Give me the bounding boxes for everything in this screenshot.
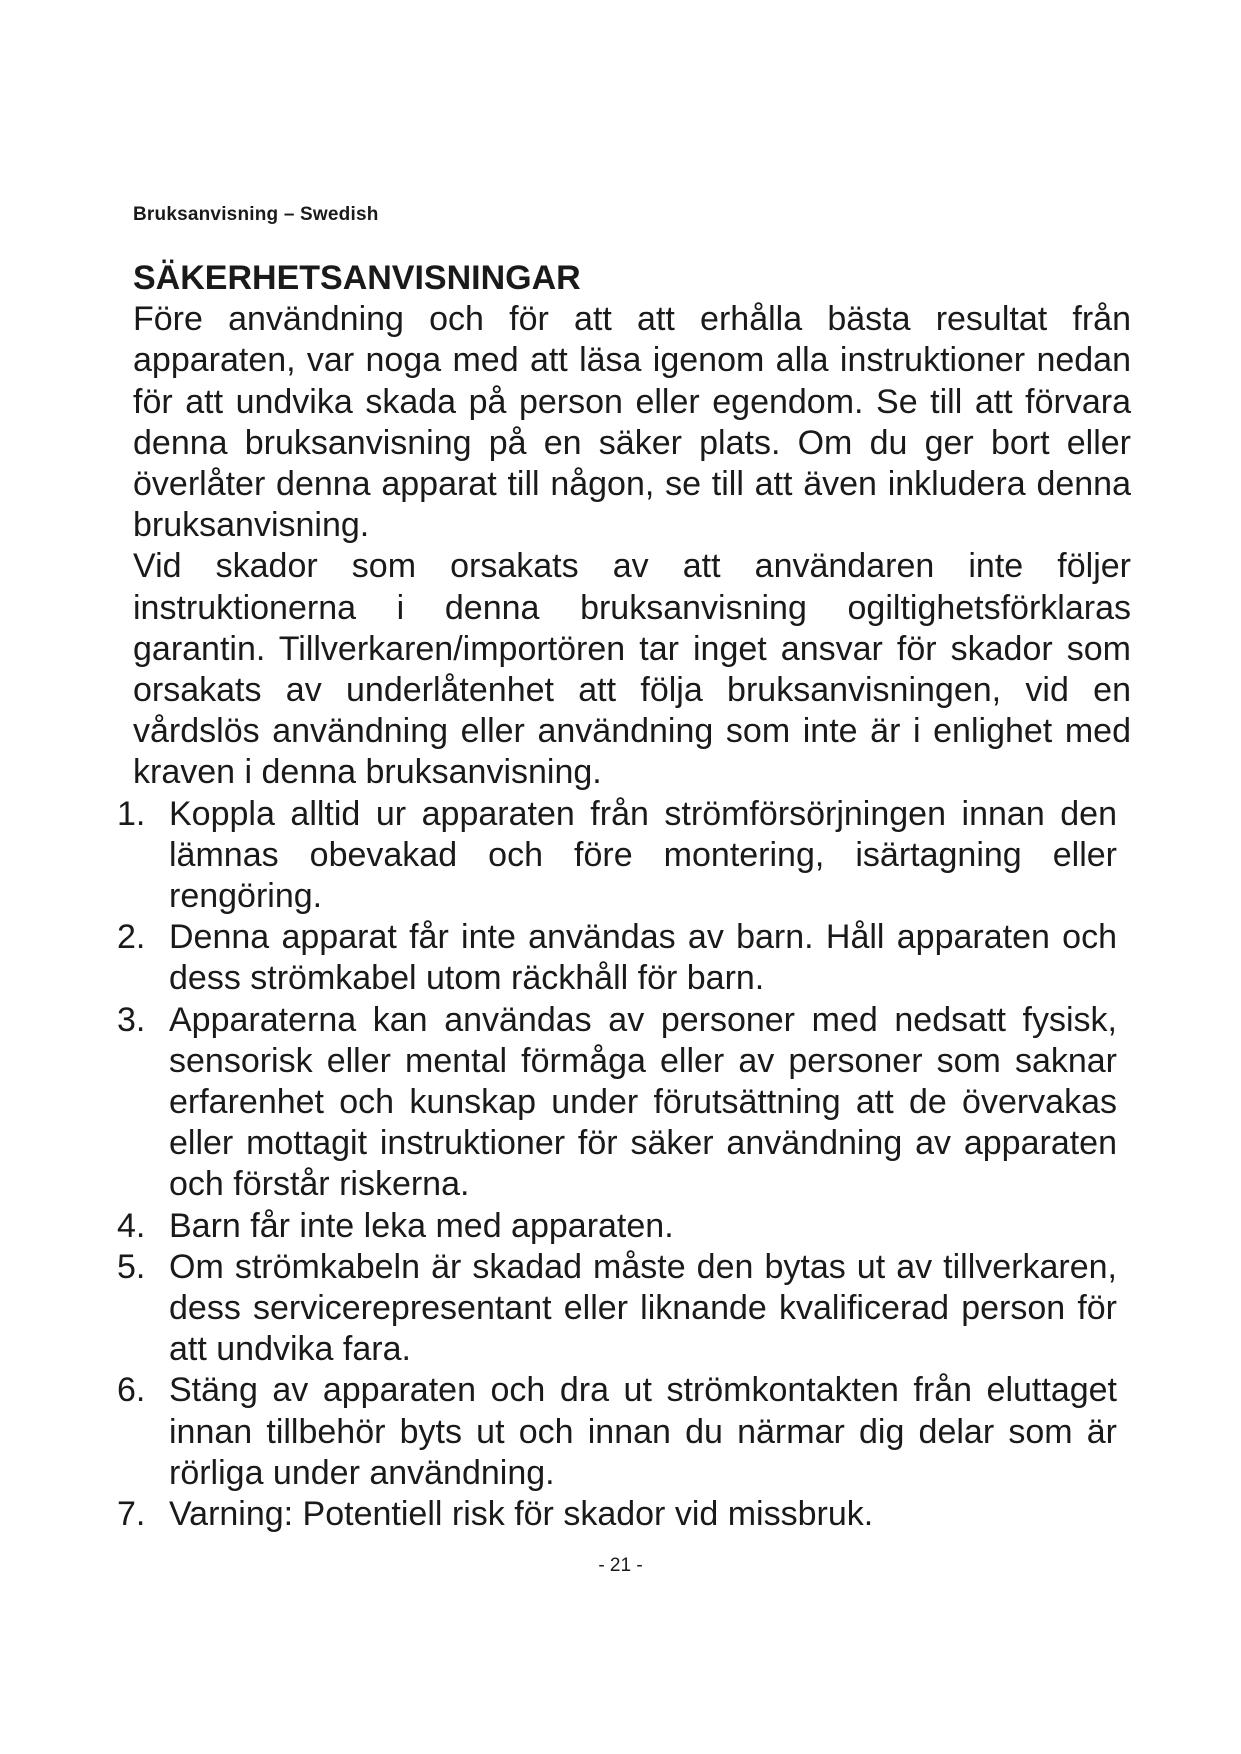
list-item-number: 4. xyxy=(117,1206,146,1245)
list-item-number: 6. xyxy=(117,1371,146,1410)
list-item xyxy=(117,1000,1117,1206)
intro-paragraph: Före användning och för att att erhålla bästa resultat från apparaten, var noga med att läsa igenom alla instruktioner nedan för att undvika skada på person eller egendom. Se till att förvara denna bruksanvisning på en säker plats. Om du ger bort eller överlåter denna apparat till någon, se till att även inkludera denna bruksanvisning. xyxy=(133,300,1131,545)
list-item xyxy=(117,917,1117,999)
page-number: - 21 - xyxy=(598,1555,643,1576)
warranty-paragraph: Vid skador som orsakats av att användaren inte följer instruktionerna i denna bruksanvisning ogiltighetsförklaras garantin. Tillverkaren/importören tar inget ansvar för skador som orsakats av underlåtenhet att följa bruksanvisningen, vid en vårdslös användning eller användning som inte är i enlighet med kraven i denna bruksanvisning. xyxy=(133,547,1131,792)
list-item-text: Stäng av apparaten och dra ut strömkontakten från eluttaget innan tillbehör byts ut och innan du närmar dig delar som är rörliga under användning. xyxy=(169,1371,1117,1492)
safety-instructions-list xyxy=(117,794,1117,1536)
list-item-number: 7. xyxy=(117,1495,146,1534)
list-item xyxy=(117,1370,1117,1494)
list-item-number: 2. xyxy=(117,918,146,957)
list-item xyxy=(117,794,1117,918)
list-item-text: Koppla alltid ur apparaten från strömförsörjningen innan den lämnas obevakad och före montering, isärtagning eller rengöring. xyxy=(169,794,1117,916)
list-item-text: Denna apparat får inte användas av barn. Håll apparaten och dess strömkabel utom räckhåll för barn. xyxy=(169,918,1117,998)
list-item-number: 5. xyxy=(117,1247,146,1286)
list-item xyxy=(117,1494,1117,1535)
list-item-text: Barn får inte leka med apparaten. xyxy=(169,1206,674,1245)
list-item-text: Varning: Potentiell risk för skador vid missbruk. xyxy=(169,1495,874,1534)
list-item-number: 3. xyxy=(117,1000,146,1039)
list-item-number: 1. xyxy=(117,794,146,833)
list-item-text: Om strömkabeln är skadad måste den bytas ut av tillverkaren, dess servicerepresentant eller liknande kvalificerad person för att undvika fara. xyxy=(169,1247,1117,1369)
section-title: SÄKERHETSANVISNINGAR xyxy=(133,259,581,297)
safety-section xyxy=(117,258,1131,1535)
manual-language-header: Bruksanvisning – Swedish xyxy=(133,204,379,225)
list-item-text: Apparaterna kan användas av personer med nedsatt fysisk, sensorisk eller mental förmåga eller av personer som saknar erfarenhet och kunskap under förutsättning att de övervakas eller mottagit instruktioner för säker användning av apparaten och förstår riskerna. xyxy=(169,1000,1117,1204)
list-item xyxy=(117,1206,1117,1247)
list-item xyxy=(117,1247,1117,1371)
